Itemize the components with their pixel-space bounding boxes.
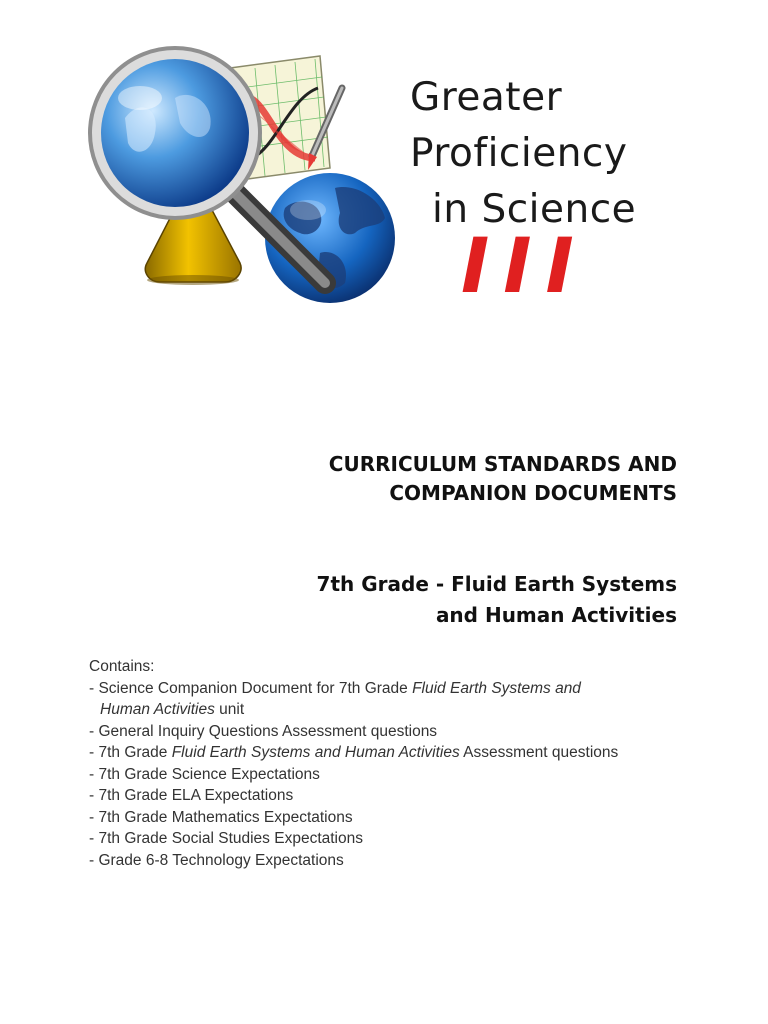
document-heading (329, 450, 677, 508)
list-item: - 7th Grade ELA Expectations (89, 787, 294, 804)
list-item: - Grade 6-8 Technology Expectations (89, 851, 344, 869)
contents-list (89, 656, 709, 871)
list-item: - 7th Grade Science Expectations (89, 765, 320, 783)
heading-line-2: COMPANION DOCUMENTS (389, 481, 677, 505)
list-item-text: Assessment questions (459, 744, 619, 761)
logo-line-proficiency: Proficiency (410, 131, 628, 176)
subheading-line-2: and Human Activities (435, 603, 677, 627)
list-item (89, 742, 709, 764)
list-item: - 7th Grade Mathematics Expectations (89, 808, 353, 826)
list-item-continuation (89, 699, 709, 721)
roman-numeral-text: III (461, 222, 588, 302)
science-logo-illustration (80, 38, 420, 308)
list-item-italic: Human Activities (100, 701, 215, 718)
subheading-line-1: 7th Grade - Fluid Earth Systems (316, 572, 677, 596)
contents-label: Contains: (89, 658, 155, 675)
list-item: - General Inquiry Questions Assessment questions (89, 722, 438, 740)
list-item: - 7th Grade Social Studies Expectations (89, 830, 363, 847)
logo-roman-numeral (455, 222, 685, 302)
list-item-italic: Fluid Earth Systems and Human Activities (171, 744, 460, 761)
logo-title (410, 70, 710, 238)
list-item-italic: Fluid Earth Systems and (412, 679, 581, 697)
grade-unit-title (317, 569, 677, 631)
logo-line-greater: Greater (410, 75, 563, 120)
list-item-text: - Science Companion Document for 7th Grade (89, 679, 413, 697)
heading-line-1: CURRICULUM STANDARDS AND (328, 452, 677, 476)
logo-line-in-science: in Science (432, 187, 637, 232)
list-item-text: - 7th Grade (89, 744, 172, 761)
list-item-text: unit (214, 701, 245, 718)
list-item (89, 678, 709, 700)
